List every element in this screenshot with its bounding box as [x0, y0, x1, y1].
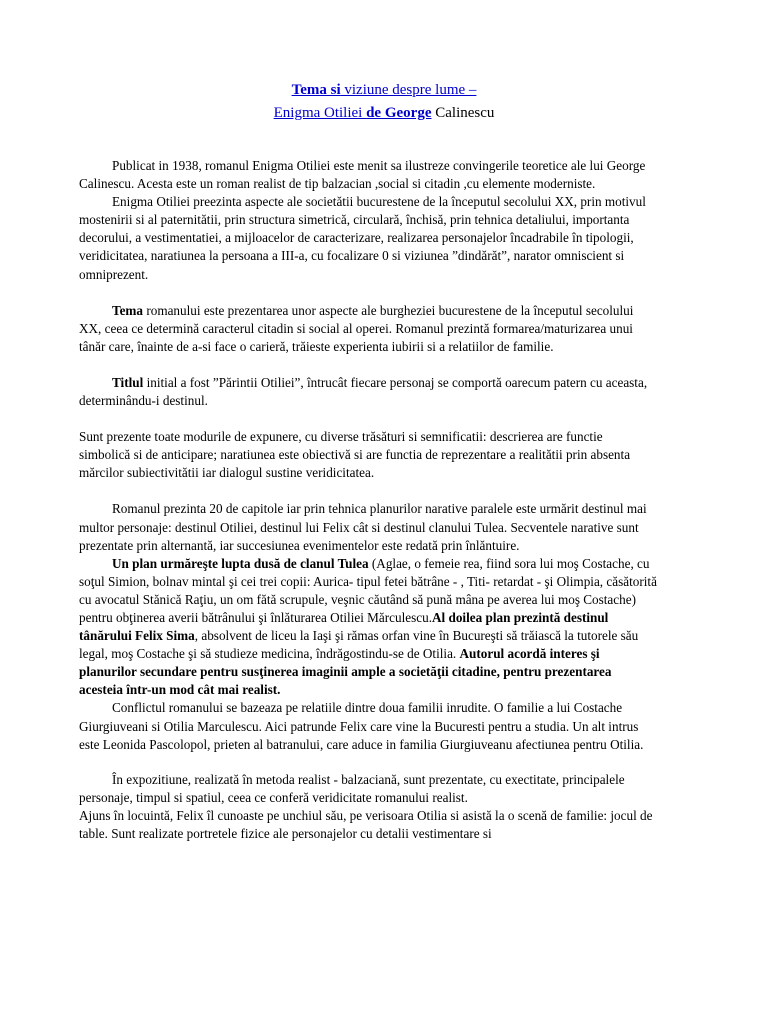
- theme-text: romanului este prezentarea unor aspecte ale burgheziei bucurestene de la începutul secolului XX, ceea ce determină caracterul citadin si social al operei. Romanul prezintă formarea/maturizarea unui tânăr care, înainte de a-si face o carieră, trăieste experienta iubirii si a relatiilor de familie.: [79, 302, 634, 354]
- title-label: Titlul: [112, 374, 144, 390]
- plan-one-heading: Un plan urmăreşte lupta dusă de clanul Tulea: [112, 555, 369, 571]
- plan-two-text: , absolvent de liceu la Iaşi şi rămas orfan vine în Bucureşti să trăiască la tutorele său legal, moş Costache şi să studieze medicina, îndrăgostindu-se de Otilia.: [79, 628, 639, 662]
- paragraph-exposition-modes: Sunt prezente toate modurile de expunere, cu diverse trăsături si semnificatii: descrierea are functie simbolică si de anticipare; naratiunea este obiectivă si are functia de reprezentare a realitătii prin absenta mărcilor subiectivitătii iar dialogul sustine veridicitatea.: [79, 429, 631, 481]
- paragraph-chapters: Romanul prezinta 20 de capitole iar prin tehnica planurilor narative paralele este urmărit destinul mai multor personaje: destinul Otiliei, destinul lui Felix cât si destinul clanului Tulea. Secventele narative sunt prezentate prin alternantă, iar succesiunea evenimentelor este redată prin înlăntuire.: [79, 501, 647, 553]
- title-text: initial a fost ”Părintii Otiliei”, întrucât fiecare personaj se comportă oarecum patern cu aceasta, determinându-i destinul.: [79, 374, 648, 409]
- title-surname: Calinescu: [431, 105, 495, 121]
- document-title-line-1: [0, 81, 768, 100]
- paragraph-title: [79, 374, 657, 410]
- paragraph-conflict: Conflictul romanului se bazeaza pe relatiile dintre doua familii inrudite. O familie a lui Costache Giurgiuveani si Otilia Marculescu. Aici patrunde Felix care vine la Bucuresti pentru a studia. Un alt intrus este Leonida Pascolopol, prieten al batranului, care aduce in familia Giurgiuveanu afectiunea pentru Otilia.: [79, 700, 644, 752]
- title-link-author[interactable]: de George: [366, 105, 432, 121]
- paragraph-intro: Publicat in 1938, romanul Enigma Otiliei este menit sa ilustreze convingerile teoretice ale lui George Calinescu. Acesta este un roman realist de tip balzacian ,social si citadin ,cu elemente moderniste.: [79, 158, 646, 192]
- title-link-novel[interactable]: Enigma Otiliei: [273, 105, 367, 121]
- paragraph-exposition: În expozitiune, realizată în metoda realist - balzaciană, sunt prezentate, cu exectitate, principalele personaje, timpul si spatiul, ceea ce conferă veridicitate romanului realist.: [79, 771, 625, 805]
- paragraph-plans: [79, 555, 657, 700]
- plan-two-heading: Al doilea plan prezintă destinul tânărului Felix Sima: [79, 609, 609, 644]
- theme-label: Tema: [112, 302, 144, 318]
- paragraph-theme: [79, 302, 657, 356]
- document-title-line-2: [0, 104, 768, 123]
- paragraph-arrival: Ajuns în locuintă, Felix îl cunoaste pe unchiul său, pe verisoara Otilia si asistă la o scenă de familie: jocul de table. Sunt realizate portretele fizice ale personajelor cu detalii vestimentare si: [79, 807, 653, 841]
- title-link-bold[interactable]: Tema si: [291, 82, 341, 98]
- paragraph-aspects: Enigma Otiliei preezinta aspecte ale societătii bucurestene de la începutul secolului XX, prin motivul mostenirii si al paternitătii, prin structura simetrică, circulară, închisă, prin tehnica detaliului, importanta decorului, a vestimentatiei, a mijloacelor de caracterizare, realizarea personajelor încadrabile în tipologii, veridicitatea, naratiunea la persoana a III-a, cu focalizare 0 si viziunea ”dindărăt”, narator omniscient si omniprezent.: [79, 194, 646, 282]
- document-body: [79, 157, 657, 843]
- secondary-plans-text: Autorul acordă interes şi planurilor secundare pentru susţinerea imaginii ample a societăţii citadine, pentru prezentarea acesteia într-un mod cât mai realist.: [79, 646, 612, 698]
- title-link-rest[interactable]: viziune despre lume –: [340, 82, 477, 98]
- plan-one-text: (Aglae, o femeie rea, fiind sora lui moş Costache, cu soţul Simion, bolnav mintal şi cei trei copii: Aurica- tipul fetei bătrâne - , Titi- retardat - şi Olimpia, căsătorită cu avocatul Stănică Raţiu, un om fătă scrupule, veşnic căutând să pună mâna pe averea lui moş Costache) pentru obţinerea averii bătrânului şi înlăturarea Otiliei Mărculescu.: [79, 555, 657, 625]
